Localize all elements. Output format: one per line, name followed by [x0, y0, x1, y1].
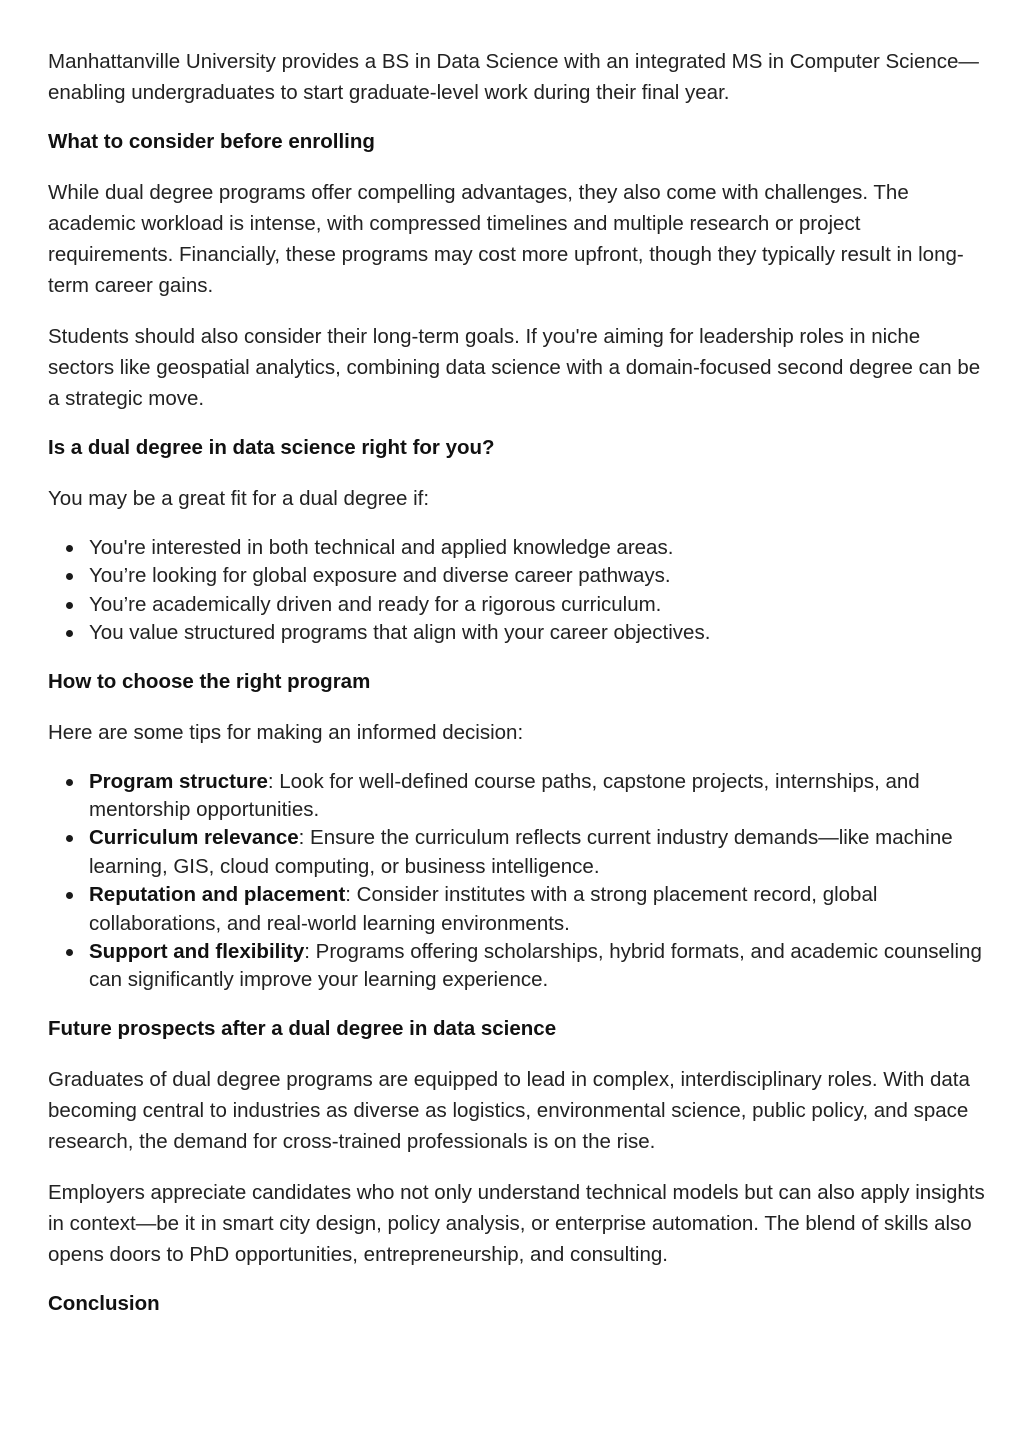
intro-paragraph: Manhattanville University provides a BS in Data Science with an integrated MS in Computer Science—enabling undergraduates to start graduate-level work during their final year. [48, 50, 979, 104]
bullet-icon [66, 949, 73, 956]
section-heading-choose: How to choose the right program [48, 669, 371, 693]
section-heading-conclusion: Conclusion [48, 1291, 160, 1315]
list-item [89, 824, 988, 881]
tip-text: : Look for well-defined course paths, capstone projects, internships, and mentorship opportunities. [89, 769, 920, 822]
tip-term: Program structure [89, 769, 268, 793]
list-item [89, 938, 988, 995]
section-heading-consider: What to consider before enrolling [48, 130, 375, 153]
list-item [89, 562, 988, 590]
bullet-icon [66, 545, 73, 552]
list-item [89, 619, 988, 647]
tip-term: Support and flexibility [89, 940, 305, 964]
list-item-text: You're interested in both technical and applied knowledge areas. [89, 536, 674, 559]
tips-list [48, 768, 988, 995]
bullet-icon [66, 573, 73, 580]
section-heading-right-for-you: Is a dual degree in data science right for you? [48, 436, 495, 459]
list-item [89, 881, 988, 938]
list-item [89, 534, 988, 562]
tip-term: Curriculum relevance [89, 826, 299, 850]
fit-list [48, 534, 988, 648]
right-for-you-intro: You may be a great fit for a dual degree if: [48, 487, 430, 510]
bullet-icon [66, 779, 73, 786]
tip-text: : Programs offering scholarships, hybrid formats, and academic counseling can significantly improve your learning experience. [89, 940, 982, 992]
list-item-text: You’re academically driven and ready for a rigorous curriculum. [89, 592, 662, 616]
bullet-icon [66, 892, 73, 899]
list-item [89, 591, 988, 619]
bullet-icon [66, 630, 73, 637]
prospects-paragraph-2: Employers appreciate candidates who not only understand technical models but can also apply insights in context—be it in smart city design, policy analysis, or enterprise automation. The blend of skills also opens doors to PhD opportunities, entrepreneurship, and consulting. [48, 1180, 985, 1266]
consider-paragraph-2: Students should also consider their long-term goals. If you're aiming for leadership roles in niche sectors like geospatial analytics, combining data science with a domain-focused second degree can be a strategic move. [48, 325, 981, 410]
choose-intro: Here are some tips for making an informed decision: [48, 720, 524, 744]
list-item [89, 768, 988, 825]
list-item-text: You value structured programs that align with your career objectives. [89, 621, 711, 645]
bullet-icon [66, 602, 73, 609]
tip-text: : Ensure the curriculum reflects current industry demands—like machine learning, GIS, cloud computing, or business intelligence. [89, 826, 953, 878]
consider-paragraph-1: While dual degree programs offer compelling advantages, they also come with challenges. The academic workload is intense, with compressed timelines and multiple research or project requirements. Financially, these programs may cost more upfront, though they typically result in long-term career gains. [48, 181, 964, 297]
section-heading-prospects: Future prospects after a dual degree in data science [48, 1016, 557, 1040]
prospects-paragraph-1: Graduates of dual degree programs are equipped to lead in complex, interdisciplinary roles. With data becoming central to industries as diverse as logistics, environmental science, public policy, and space research, the demand for cross-trained professionals is on the rise. [48, 1067, 970, 1153]
bullet-icon [66, 835, 73, 842]
tip-text: : Consider institutes with a strong placement record, global collaborations, and real-world learning environments. [89, 883, 878, 935]
article-body [48, 46, 988, 1318]
list-item-text: You’re looking for global exposure and diverse career pathways. [89, 564, 671, 588]
tip-term: Reputation and placement [89, 883, 346, 907]
